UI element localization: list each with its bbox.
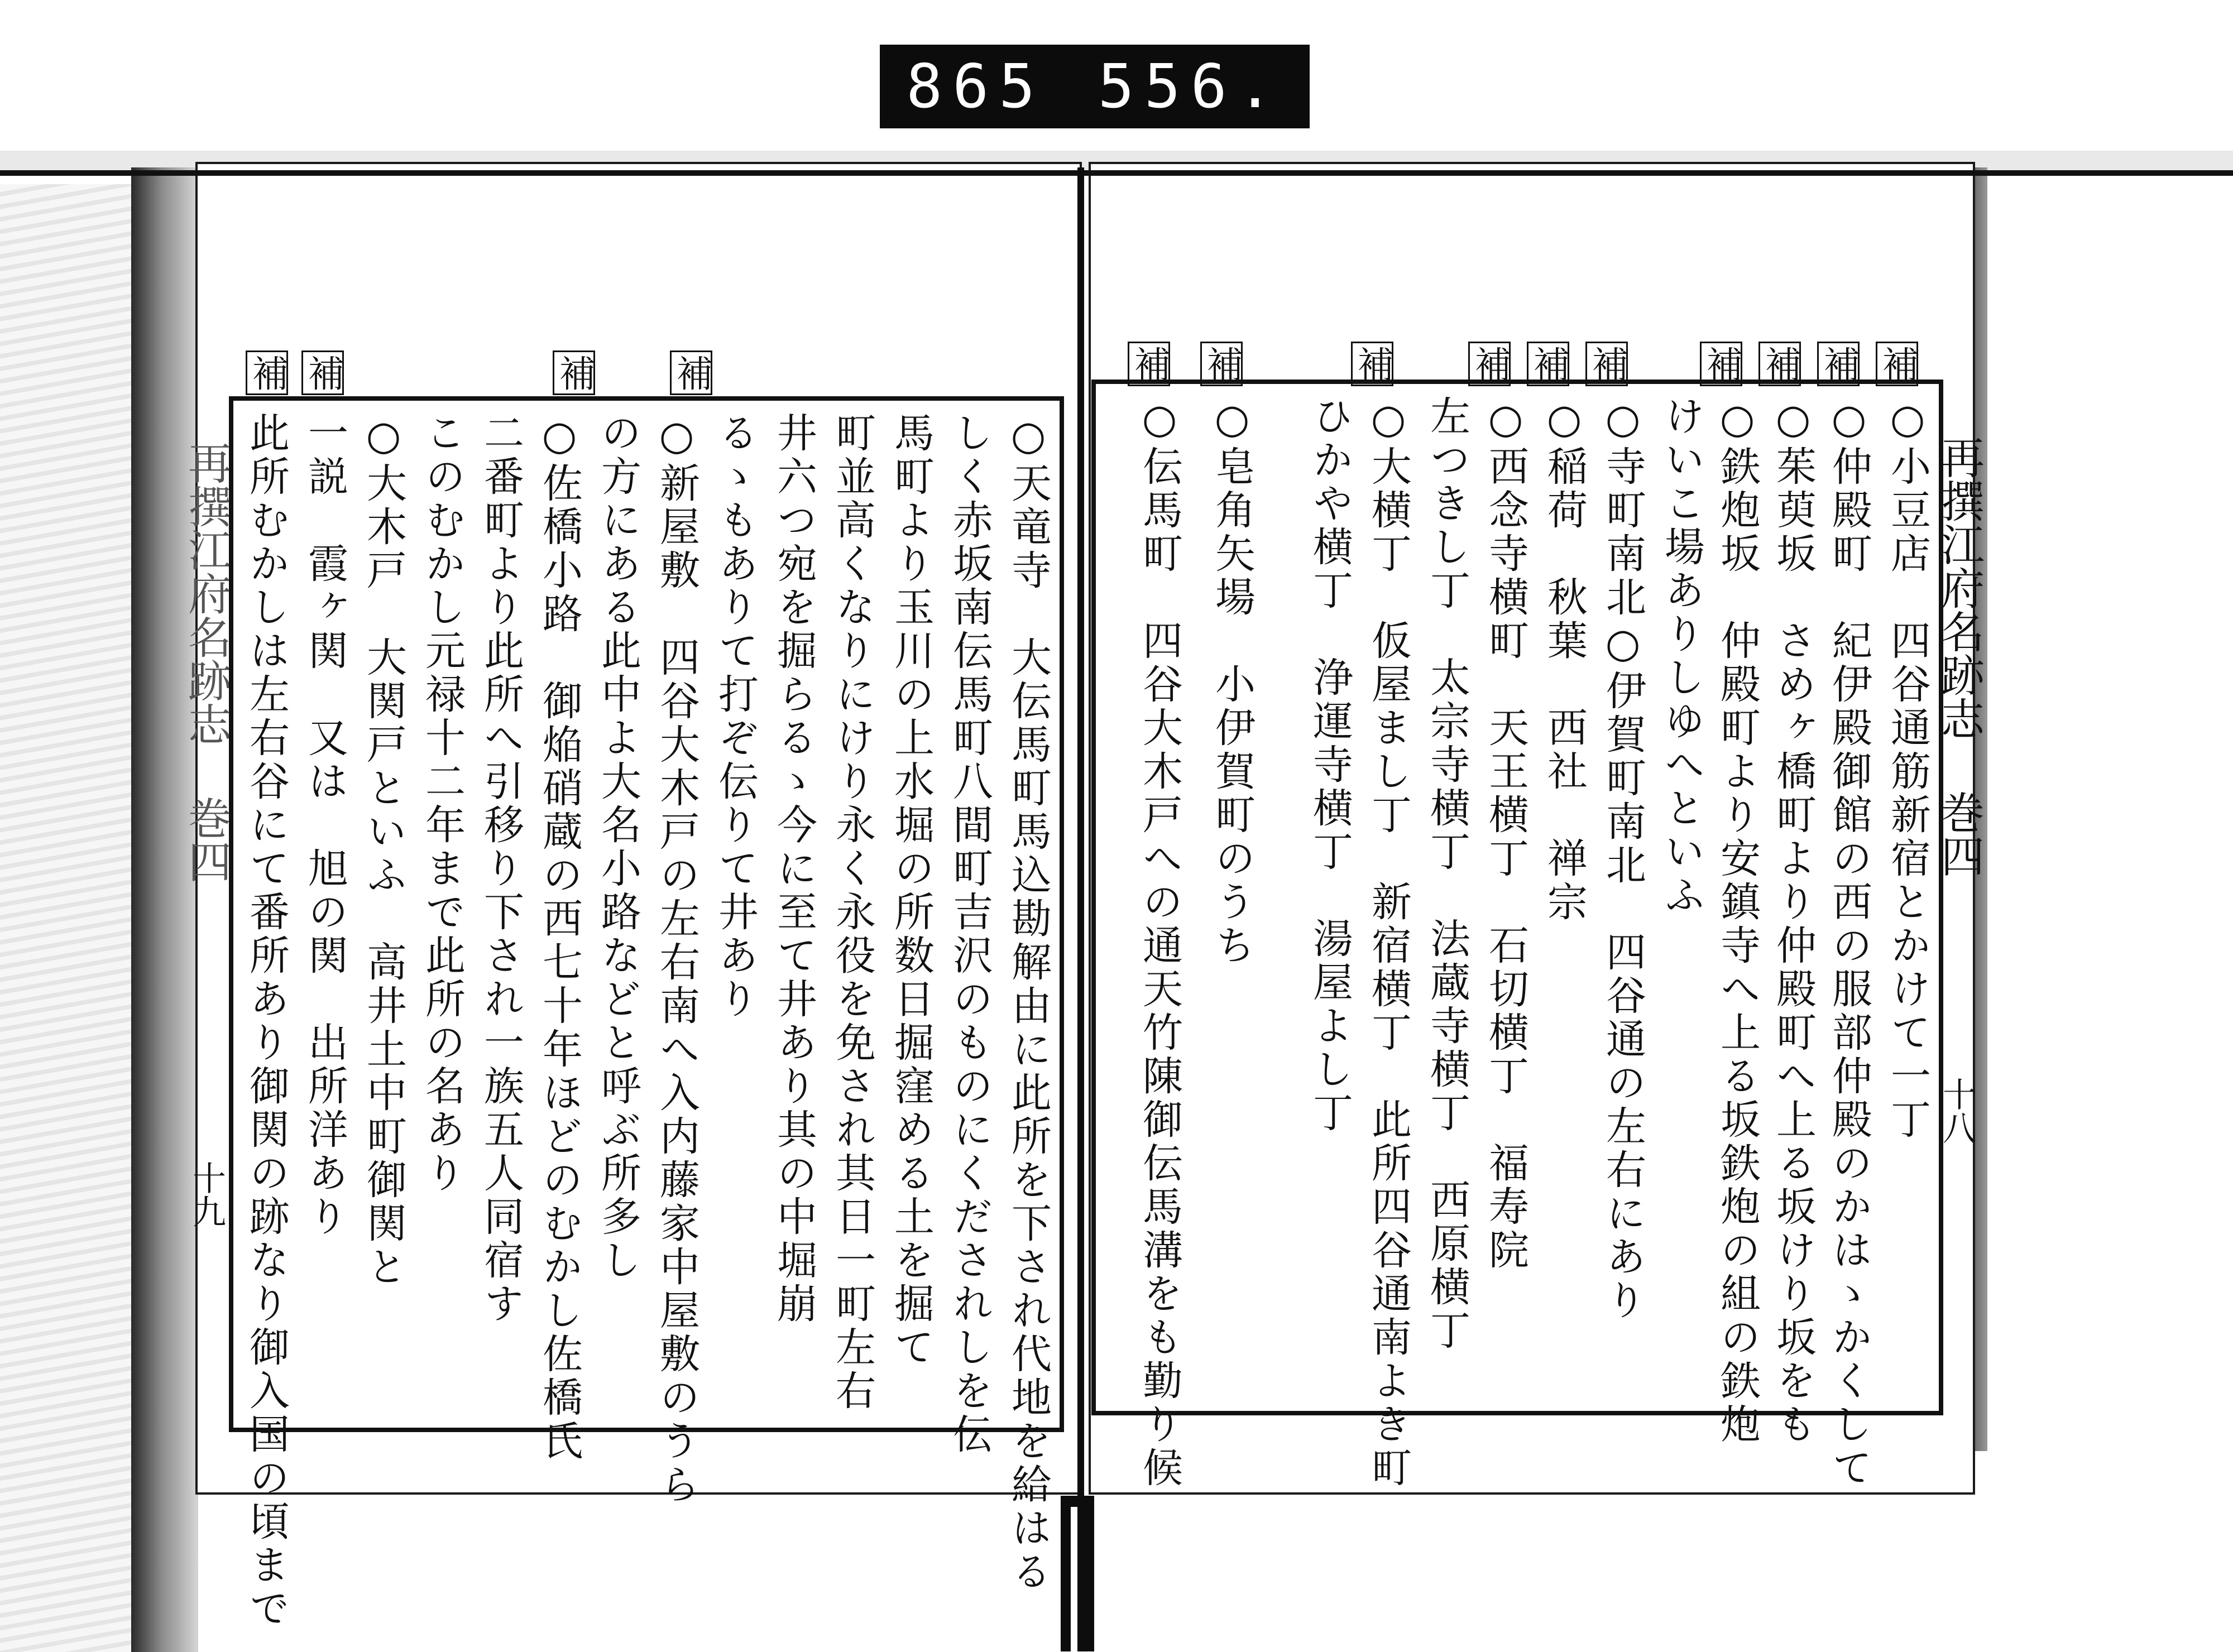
left-text-frame — [229, 396, 1064, 1631]
book-gutter — [1077, 167, 1084, 1596]
text-column: 二番町より此所へ引移り下され一族五人同宿す — [477, 412, 524, 1326]
text-column: ○皂角矢場 小伊賀町のうち — [1209, 395, 1256, 968]
folio-left: 十九 — [187, 1161, 226, 1228]
supplement-mark: 補 — [1817, 342, 1860, 386]
scan-top-rule — [0, 170, 2233, 176]
text-column: ○稲荷 秋葉 西社 禅宗 — [1541, 395, 1588, 924]
text-column: 一説 霞ヶ関 又は 旭の関 出所洋あり — [301, 412, 348, 1239]
tag-left-number: 865 — [906, 51, 1046, 122]
text-column: ○伝馬町 四谷大木戸への通天竹陳御伝馬溝をも勤り候 — [1136, 395, 1183, 1490]
text-column: ○寺町南北○伊賀町南北 四谷通の左右にあり — [1599, 395, 1646, 1323]
text-column: しく赤坂南伝馬町八間町吉沢のものにくだされしを伝 — [946, 412, 993, 1457]
supplement-mark: 補 — [670, 350, 712, 395]
text-column: 井六つ宛を掘らるゝ今に至て井あり其の中堀崩 — [770, 412, 817, 1326]
text-column: 此所むかしは左右谷にて番所あり御関の跡なり御入国の頃まで — [243, 412, 290, 1631]
right-text-frame — [1091, 380, 1943, 1490]
text-column: の方にある此中よ大名小路などと呼ぶ所多し — [595, 412, 641, 1283]
bleed-through — [0, 184, 134, 1652]
text-column: ○仲殿町 紀伊殿御館の西の服部仲殿のかはゝかくして — [1825, 395, 1872, 1490]
supplement-mark: 補 — [301, 350, 344, 395]
text-column: 左つきし丁 太宗寺横丁 法蔵寺横丁 西原横丁 — [1424, 395, 1470, 1353]
supplement-mark: 補 — [553, 350, 595, 395]
text-column: ひかや横丁 浄運寺横丁 湯屋よし丁 — [1306, 395, 1353, 1135]
supplement-mark: 補 — [1128, 342, 1170, 386]
supplement-mark: 補 — [1200, 342, 1243, 386]
supplement-mark: 補 — [1758, 342, 1801, 386]
text-column: ○大木戸 大関戸といふ 高井土中町御関と — [360, 412, 407, 1289]
tag-right-number: 556. — [1098, 51, 1283, 122]
text-column: けいこ場ありしゆへといふ — [1658, 395, 1705, 918]
text-column: るゝもありて打ぞ伝りて井あり — [712, 412, 759, 1021]
supplement-mark: 補 — [1468, 342, 1511, 386]
supplement-mark: 補 — [246, 350, 288, 395]
supplement-mark: 補 — [1585, 342, 1628, 386]
text-column: このむかし元禄十二年まで此所の名あり — [419, 412, 466, 1195]
text-column: ○西念寺横町 天王横丁 石切横丁 福寿院 — [1482, 395, 1529, 1272]
binding-tail — [1061, 1496, 1094, 1651]
text-column: 馬町より玉川の上水堀の所数日掘窪める土を掘て — [888, 412, 935, 1370]
text-column: ○新屋敷 四谷大木戸の左右南へ入内藤家中屋敷のうら — [653, 412, 700, 1507]
binding-shadow — [131, 167, 198, 1652]
running-head-right: 再撰江府名跡志 巻四 — [1934, 435, 1984, 877]
binding-tail-gap — [1071, 1507, 1077, 1651]
supplement-mark: 補 — [1700, 342, 1742, 386]
running-head-left: 再撰江府名跡志 巻四 — [181, 441, 231, 883]
text-column: ○佐橋小路 御焔硝蔵の西七十年ほどのむかし佐橋氏 — [536, 412, 583, 1463]
text-column: ○天竜寺 大伝馬町馬込勘解由に此所を下され代地を給はる — [1005, 412, 1052, 1594]
text-column: ○鉄炮坂 仲殿町より安鎮寺へ上る坂鉄炮の組の鉄炮 — [1714, 395, 1761, 1447]
supplement-mark: 補 — [1351, 342, 1393, 386]
accession-tag — [880, 45, 1310, 128]
text-column: ○大横丁 仮屋まし丁 新宿横丁 此所四谷通南よき町 — [1365, 395, 1412, 1490]
supplement-mark: 補 — [1876, 342, 1918, 386]
text-column: ○茱萸坂 さめヶ橋町より仲殿町へ上る坂けり坂をも — [1770, 395, 1817, 1447]
text-column: 町並高くなりにけり永く永役を免され其日一町左右 — [829, 412, 876, 1413]
text-column: ○小豆店 四谷通筋新宿とかけて一丁 — [1884, 395, 1931, 1142]
supplement-mark: 補 — [1527, 342, 1569, 386]
folio-right: 十八 — [1937, 1077, 1976, 1144]
